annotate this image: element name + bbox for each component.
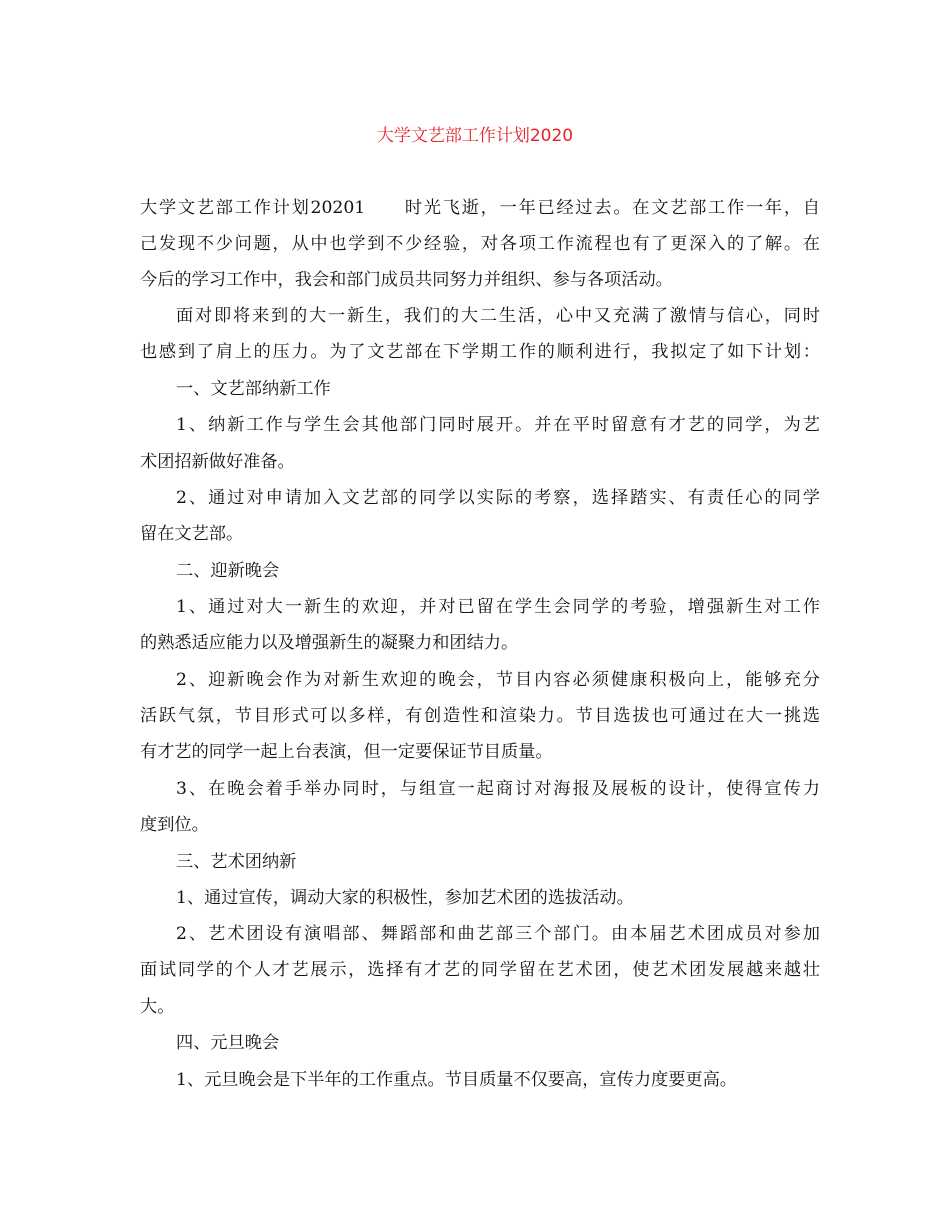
paragraph-line: 活跃气氛，节目形式可以多样，有创造性和渲染力。节目选拔也可通过在大一挑选: [140, 706, 820, 726]
document-title: 大学文艺部工作计划2020: [376, 126, 574, 146]
paragraph-line: 面试同学的个人才艺展示，选择有才艺的同学留在艺术团，使艺术团发展越来越壮: [140, 960, 820, 980]
paragraph-line: 己发现不少问题，从中也学到不少经验，对各项工作流程也有了更深入的了解。在: [140, 234, 820, 254]
paragraph-line: 术团招新做好准备。: [140, 452, 295, 472]
paragraph-line: 大。: [140, 997, 175, 1017]
paragraph-line: 的熟悉适应能力以及增强新生的凝聚力和团结力。: [140, 633, 519, 653]
paragraph-line: 2、艺术团设有演唱部、舞蹈部和曲艺部三个部门。由本届艺术团成员对参加: [176, 924, 820, 944]
paragraph-line: 留在文艺部。: [140, 524, 244, 544]
paragraph-line: 1、通过宣传，调动大家的积极性，参加艺术团的选拔活动。: [176, 888, 634, 908]
paragraph-line: 3、在晚会着手举办同时，与组宣一起商讨对海报及展板的设计，使得宣传力: [176, 779, 820, 799]
section-heading: 二、迎新晚会: [176, 561, 280, 581]
section-heading: 三、艺术团纳新: [176, 852, 297, 872]
paragraph-line: 有才艺的同学一起上台表演，但一定要保证节目质量。: [140, 742, 553, 762]
paragraph-line: 1、通过对大一新生的欢迎，并对已留在学生会同学的考验，增强新生对工作: [176, 597, 820, 617]
paragraph-line: 面对即将来到的大一新生，我们的大二生活，心中又充满了激情与信心，同时: [176, 306, 820, 326]
paragraph-line: 度到位。: [140, 815, 209, 835]
paragraph-line: 今后的学习工作中，我会和部门成员共同努力并组织、参与各项活动。: [140, 270, 673, 290]
section-heading: 四、元旦晚会: [176, 1033, 280, 1053]
paragraph-line: 大学文艺部工作计划20201 时光飞逝，一年已经过去。在文艺部工作一年，自: [140, 198, 820, 218]
paragraph-line: 1、纳新工作与学生会其他部门同时展开。并在平时留意有才艺的同学，为艺: [176, 415, 820, 435]
paragraph-line: 2、迎新晚会作为对新生欢迎的晚会，节目内容必须健康积极向上，能够充分: [176, 670, 820, 690]
paragraph-line: 也感到了肩上的压力。为了文艺部在下学期工作的顺利进行，我拟定了如下计划：: [140, 342, 820, 362]
section-heading: 一、文艺部纳新工作: [176, 379, 331, 399]
paragraph-line: 1、元旦晚会是下半年的工作重点。节目质量不仅要高，宣传力度要更高。: [176, 1070, 737, 1090]
paragraph-line: 2、通过对申请加入文艺部的同学以实际的考察，选择踏实、有责任心的同学: [176, 488, 820, 508]
